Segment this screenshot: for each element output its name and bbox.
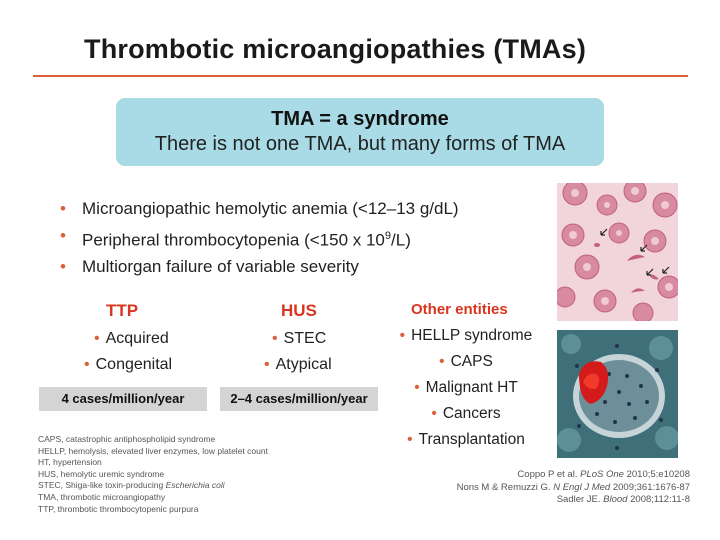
ttp-list <box>84 326 172 378</box>
criteria-exponent: 9 <box>384 229 392 242</box>
hus-list <box>264 326 332 378</box>
criteria-text: Microangiopathic hemolytic anemia (<12–13 g/dL) <box>82 199 459 218</box>
bullet-icon: • <box>60 225 66 245</box>
ttp-heading: TTP <box>106 301 139 320</box>
other-item: CAPS <box>450 353 493 370</box>
hus-incidence-badge: 2–4 cases/million/year <box>220 387 378 411</box>
criteria-item <box>60 196 550 223</box>
reference-details: 2009;361:1676-87 <box>610 481 690 493</box>
bullet-icon: • <box>431 405 437 422</box>
bullet-icon: • <box>439 353 445 370</box>
other-item: Transplantation <box>418 431 525 448</box>
abbreviation-line: TTP, thrombotic thrombocytopenic purpura <box>38 503 199 514</box>
reference-authors: Nons M & Remuzzi G. <box>456 481 554 493</box>
bullet-icon: • <box>94 330 100 347</box>
abbreviation-line: CAPS, catastrophic antiphospholipid syndrome <box>38 434 216 444</box>
syndrome-box <box>116 98 604 166</box>
list-item <box>391 375 541 401</box>
reference-line <box>457 469 690 482</box>
list-item <box>391 427 541 453</box>
other-item: HELLP syndrome <box>411 327 533 344</box>
hus-heading: HUS <box>281 301 317 320</box>
other-entities-list <box>391 323 541 453</box>
reference-journal: N Engl J Med <box>553 481 611 493</box>
reference-journal: PLoS One <box>580 469 624 480</box>
bullet-icon: • <box>407 431 413 448</box>
hus-item-atypical: Atypical <box>275 356 332 373</box>
criteria-text: Multiorgan failure of variable severity <box>82 256 359 276</box>
abbreviation-line: HT, hypertension <box>38 457 102 468</box>
ttp-incidence-badge: 4 cases/million/year <box>39 387 207 411</box>
list-item <box>264 352 332 378</box>
bullet-icon: • <box>414 379 420 396</box>
abbreviation-line <box>38 480 338 492</box>
other-item: Cancers <box>442 405 501 422</box>
reference-line <box>457 482 690 495</box>
reference-authors: Coppo P et al. <box>517 469 581 480</box>
list-item <box>391 323 541 349</box>
other-entities-heading: Other entities <box>411 301 508 318</box>
hus-item-stec: STEC <box>283 330 327 347</box>
bullet-icon: • <box>60 256 66 276</box>
glomerulus-histology-image <box>557 330 678 458</box>
bullet-icon: • <box>399 327 406 344</box>
title-divider <box>33 75 688 77</box>
reference-line <box>457 494 690 507</box>
criteria-item <box>60 254 550 281</box>
bullet-icon: • <box>264 356 270 373</box>
list-item <box>391 349 541 375</box>
list-item <box>264 326 332 352</box>
bullet-icon: • <box>272 330 278 347</box>
abbreviations-footnote <box>38 434 338 515</box>
reference-journal: Blood <box>603 494 628 505</box>
syndrome-heading: TMA = a syndrome <box>271 108 449 130</box>
reference-details: 2010;5:e10208 <box>623 469 690 480</box>
abbreviation-italic: Escherichia coli <box>165 480 225 491</box>
ttp-item-acquired: Acquired <box>105 330 169 347</box>
criteria-item <box>60 223 550 254</box>
criteria-list <box>60 196 550 280</box>
reference-details: 2008;112:11-8 <box>627 494 690 505</box>
criteria-text-pre: Peripheral thrombocytopenia (<150 x 10 <box>82 230 385 250</box>
list-item <box>391 401 541 427</box>
abbreviation-line: HUS, hemolytic uremic syndrome <box>38 468 165 479</box>
syndrome-subtext: There is not one TMA, but many forms of TMA <box>154 133 566 155</box>
other-item: Malignant HT <box>425 379 518 396</box>
ttp-item-congenital: Congenital <box>95 356 173 373</box>
criteria-text-post: /L) <box>391 230 411 250</box>
list-item <box>84 352 172 378</box>
references <box>457 469 690 507</box>
list-item <box>84 326 172 352</box>
abbreviation-line: HELLP, hemolysis, elevated liver enzymes, low platelet count <box>38 445 268 456</box>
reference-authors: Sadler JE. <box>556 494 604 505</box>
abbreviation-pre: STEC, Shiga-like toxin-producing <box>38 480 166 491</box>
abbreviation-line: TMA, thrombotic microangiopathy <box>38 491 166 502</box>
slide-title: Thrombotic microangiopathies (TMAs) <box>84 34 587 64</box>
blood-smear-image <box>557 183 678 321</box>
bullet-icon: • <box>84 356 90 373</box>
bullet-icon: • <box>60 199 66 218</box>
